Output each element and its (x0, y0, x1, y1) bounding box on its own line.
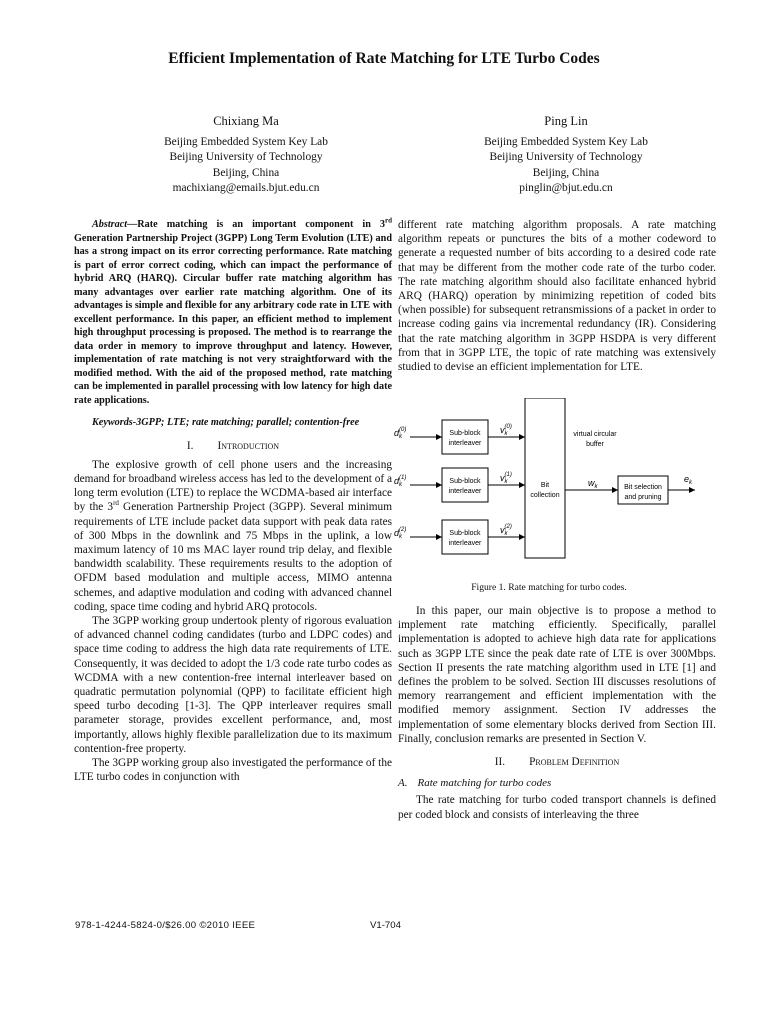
author-affiliation: Beijing Embedded System Key Lab (164, 135, 328, 148)
svg-text:vk(1): $v_k(1)$ (500, 472, 512, 485)
intro-paragraph-3: The 3GPP working group also investigated the performance of the LTE turbo codes in conjunction with (74, 756, 392, 784)
author-email: machixiang@emails.bjut.edu.cn (172, 182, 320, 194)
svg-text:Sub-block: Sub-block (449, 530, 481, 537)
rate-matching-figure (390, 398, 720, 578)
author-name: Ping Lin (544, 114, 588, 128)
sub-block-interleaver-2 (442, 468, 488, 502)
left-column (74, 218, 392, 784)
svg-text:and pruning: and pruning (624, 494, 662, 501)
intro-paragraph-2: The 3GPP working group undertook plenty of rigorous evaluation of advanced channel coding candidates (turbo and LDPC codes) and space time coding to address the high data rate requirements of LTE. Consequently, it was decided to adopt the 1/3 code rate turbo codes as WCDMA with a new contention-free internal interleaver based on quadratic permutation polynomial (QPP) to facilitate efficient high speed turbo decoding [1-3]. The QPP interleaver requires small parameter storage, provides excellent performance, and, most importantly, allows highly flexible parallelization due to its maximum contention-free property. (74, 614, 392, 755)
svg-text:dk(2): $d_k(2)$ (394, 527, 407, 540)
right-paragraph-3: The rate matching for turbo coded transport channels is defined per coded block and consists of interleaving the three (398, 794, 716, 821)
svg-text:Sub-block: Sub-block (449, 430, 481, 437)
svg-text:ek: $e_k$ (684, 474, 693, 486)
keywords: Keywords-3GPP; LTE; rate matching; parallel; contention-free (92, 417, 360, 428)
subsection-heading: A. Rate matching for turbo codes (398, 777, 552, 790)
svg-text:collection: collection (530, 492, 560, 499)
paper-title: Efficient Implementation of Rate Matching for LTE Turbo Codes (168, 50, 600, 67)
copyright-footer: 978-1-4244-5824-0/$26.00 ©2010 IEEE (75, 920, 256, 931)
author-affiliation: Beijing University of Technology (169, 151, 323, 163)
svg-text:virtual circular: virtual circular (573, 431, 617, 438)
svg-text:buffer: buffer (586, 441, 604, 448)
right-paragraph-2: In this paper, our main objective is to propose a method to implement rate matching efficiently. Specifically, parallel implementation is adopted to achieve high data rate for applications such as 3GPP LTE since the peak date rate of LTE is over 300Mbps. Section II presents the rate matching algorithm used in LTE [1] and defines the problem to be solved. Section III discusses resolutions of memory rearrangement and efficient implementation with the modified memory assignment. Section IV addresses the implementation of some elementary blocks derived from Section III. Finally, conclusion remarks are presented in Section V. (398, 605, 716, 745)
right-column-top (398, 218, 716, 374)
svg-text:dk(0): $d_k(0)$ (394, 427, 407, 440)
svg-text:Bit: Bit (540, 482, 550, 489)
right-column-bottom (398, 604, 716, 822)
section-heading-problem-definition: II. Problem Definition (494, 756, 620, 769)
svg-text:dk(1): $d_k(1)$ (394, 475, 407, 488)
svg-text:interleaver: interleaver (448, 440, 482, 447)
svg-text:vk(0): $v_k(0)$ (500, 424, 512, 437)
author-location: Beijing, China (212, 166, 280, 179)
svg-text:Sub-block: Sub-block (449, 478, 481, 485)
svg-text:interleaver: interleaver (448, 488, 482, 495)
author-email: pinglin@bjut.edu.cn (519, 182, 613, 194)
svg-text:interleaver: interleaver (448, 540, 482, 547)
author-affiliation: Beijing University of Technology (489, 151, 643, 163)
abstract: Abstract—Rate matching is an important component in 3rd Generation Partnership Project (3GPP) Long Term Evolution (LTE) and has a strong impact on its error correcting performance. Rate matching is part of error correct coding, which can impact the performance of hybrid ARQ (HARQ). Circular buffer rate matching algorithm has many advantages over earlier rate matching algorithm. One of its advantages is simple and flexible for any arbitrary code rate in LTE with excellent performance. In this paper, an efficient method to implement high throughput processing is proposed. The method is to rearrange the data order in memory to improve throughput and latency. However, implementation of rate matching is not very straightforward with the modified method. With the aid of the proposed method, rate matching can be implemented in parallel processing with low latency for high date rate applications. (74, 216, 392, 406)
sub-block-interleaver-1 (442, 420, 488, 454)
figure-caption: Figure 1. Rate matching for turbo codes. (471, 582, 627, 593)
author-1 (106, 114, 386, 197)
svg-text:vk(2): $v_k(2)$ (500, 524, 512, 537)
author-name: Chixiang Ma (213, 114, 279, 128)
svg-text:Bit selection: Bit selection (624, 484, 662, 491)
right-paragraph-1: different rate matching algorithm proposals. A rate matching algorithm repeats or punctures the bits of a mother codeword to generate a requested number of bits according to a desired code rate that may be different from the mother code rate of the turbo coder. The rate matching algorithm should also facilitate enhanced hybrid ARQ (HARQ) operation by minimizing repetition of coded bits (when possible) for subsequent retransmissions of a packet in order to increase coding gains via incremental redundancy (IR). Considering that the rate matching algorithm in 3GPP HSDPA is very different from that in 3GPP LTE, the topic of rate matching was extensively studied to devise an efficient implementation for LTE. (398, 219, 716, 374)
section-heading-introduction: I. Introduction (186, 439, 280, 452)
bit-collection-box (525, 398, 565, 558)
intro-paragraph-1: The explosive growth of cell phone users and the increasing demand for broadband wireless access has led to the development of a long term evolution (LTE) to replace the WCDMA-based air interface by the 3rd Generation Partnership Project (3GPP). Several minimum requirements of LTE include packet data support with peak data rates of 300 Mbps in the downlink and 75 Mbps in the uplink, a low maximum latency of 10 ms MAC layer round trip delay, and flexible bandwidth scalability. These requirements results to the adoption of OFDM based modulation and multiple access, MIMO antenna schemes, and adaptive modulation and coding with advanced channel coding, space time coding and hybrid ARQ protocols. (74, 458, 392, 613)
svg-text:wk: $w_k$ (588, 478, 598, 490)
author-affiliation: Beijing Embedded System Key Lab (484, 135, 648, 148)
author-location: Beijing, China (532, 166, 600, 179)
page-number: V1-704 (370, 920, 401, 931)
sub-block-interleaver-3 (442, 520, 488, 554)
author-2 (426, 114, 706, 197)
